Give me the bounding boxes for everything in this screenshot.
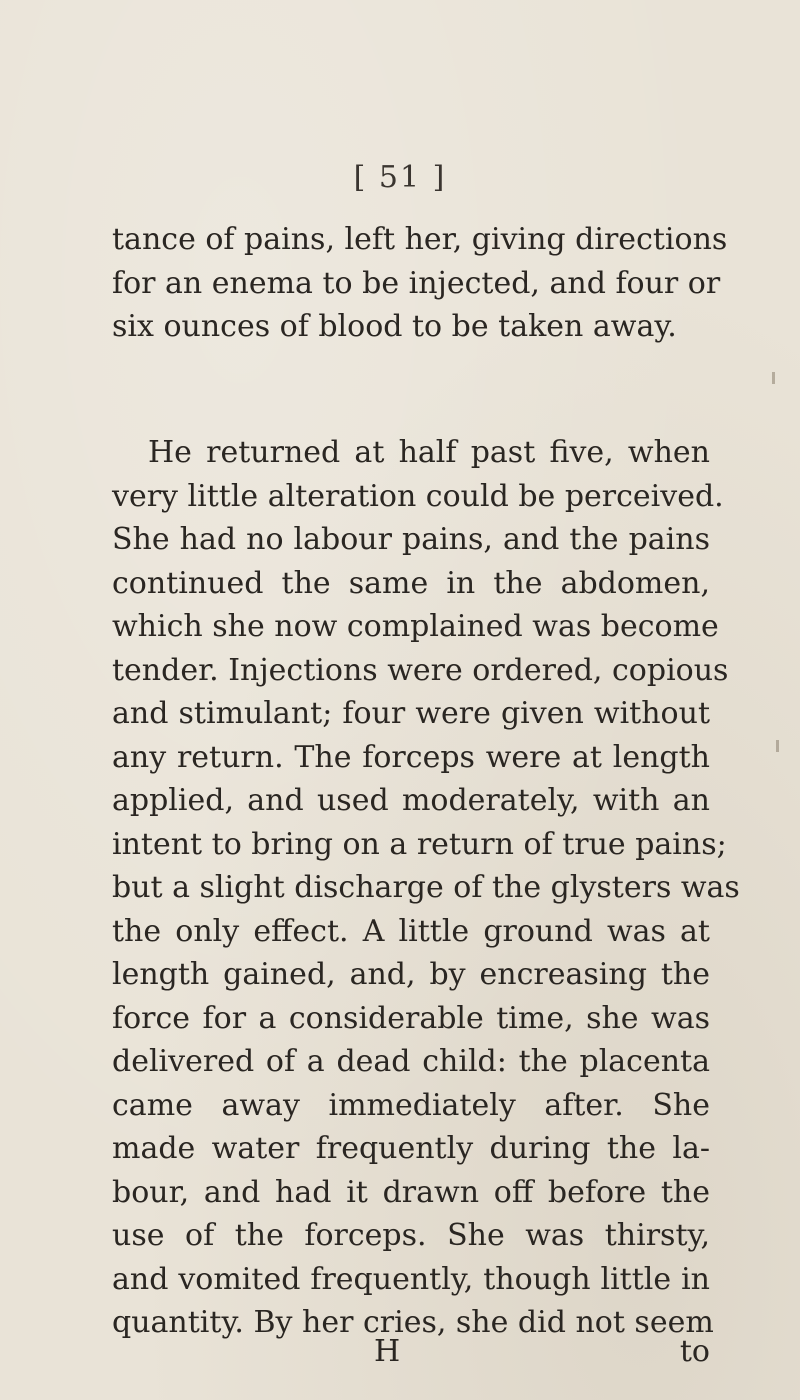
text-line: She had no labour pains, and the pains [112,522,710,557]
text-line: tender. Injections were ordered, copious [112,652,729,688]
text-line: bour, and had it drawn off before the [112,1174,710,1210]
text-line: tance of pains, left her, giving directions [112,222,728,257]
text-line: any return. The forceps were at length [112,739,710,775]
text-line: which she now complained was become [112,609,719,644]
text-line: six ounces of blood to be taken away. [112,309,677,344]
text-line: applied, and used moderately, with an [112,783,710,818]
text-line: length gained, and, by encreasing the [112,957,710,992]
ink-speck [772,372,775,384]
catchword: to [679,1334,710,1369]
signature-mark: H [374,1334,401,1369]
paragraph-1 [112,218,728,349]
text-line: use of the forceps. She was thirsty, [112,1218,710,1253]
text-line: the only effect. A little ground was at [112,913,710,949]
text-line: and stimulant; four were given without [112,696,710,731]
text-line: very little alteration could be perceived. [112,478,724,514]
text-line: made water frequently during the la- [112,1131,710,1166]
paragraph-2 [112,431,740,1345]
text-line: continued the same in the abdomen, [112,565,710,601]
text-line: for an enema to be injected, and four or [112,265,721,301]
text-line: intent to bring on a return of true pains; [112,826,727,862]
text-line: force for a considerable time, she was [112,1000,710,1036]
text-line: and vomited frequently, though little in [112,1261,710,1297]
text-line: He returned at half past five, when [148,435,710,470]
text-line: quantity. By her cries, she did not seem [112,1305,714,1340]
text-line: came away immediately after. She [112,1087,710,1123]
text-line: but a slight discharge of the glysters was [112,870,740,905]
text-line: delivered of a dead child: the placenta [112,1044,710,1079]
page-number-header: [ 51 ] [353,160,447,195]
ink-speck [776,740,779,752]
